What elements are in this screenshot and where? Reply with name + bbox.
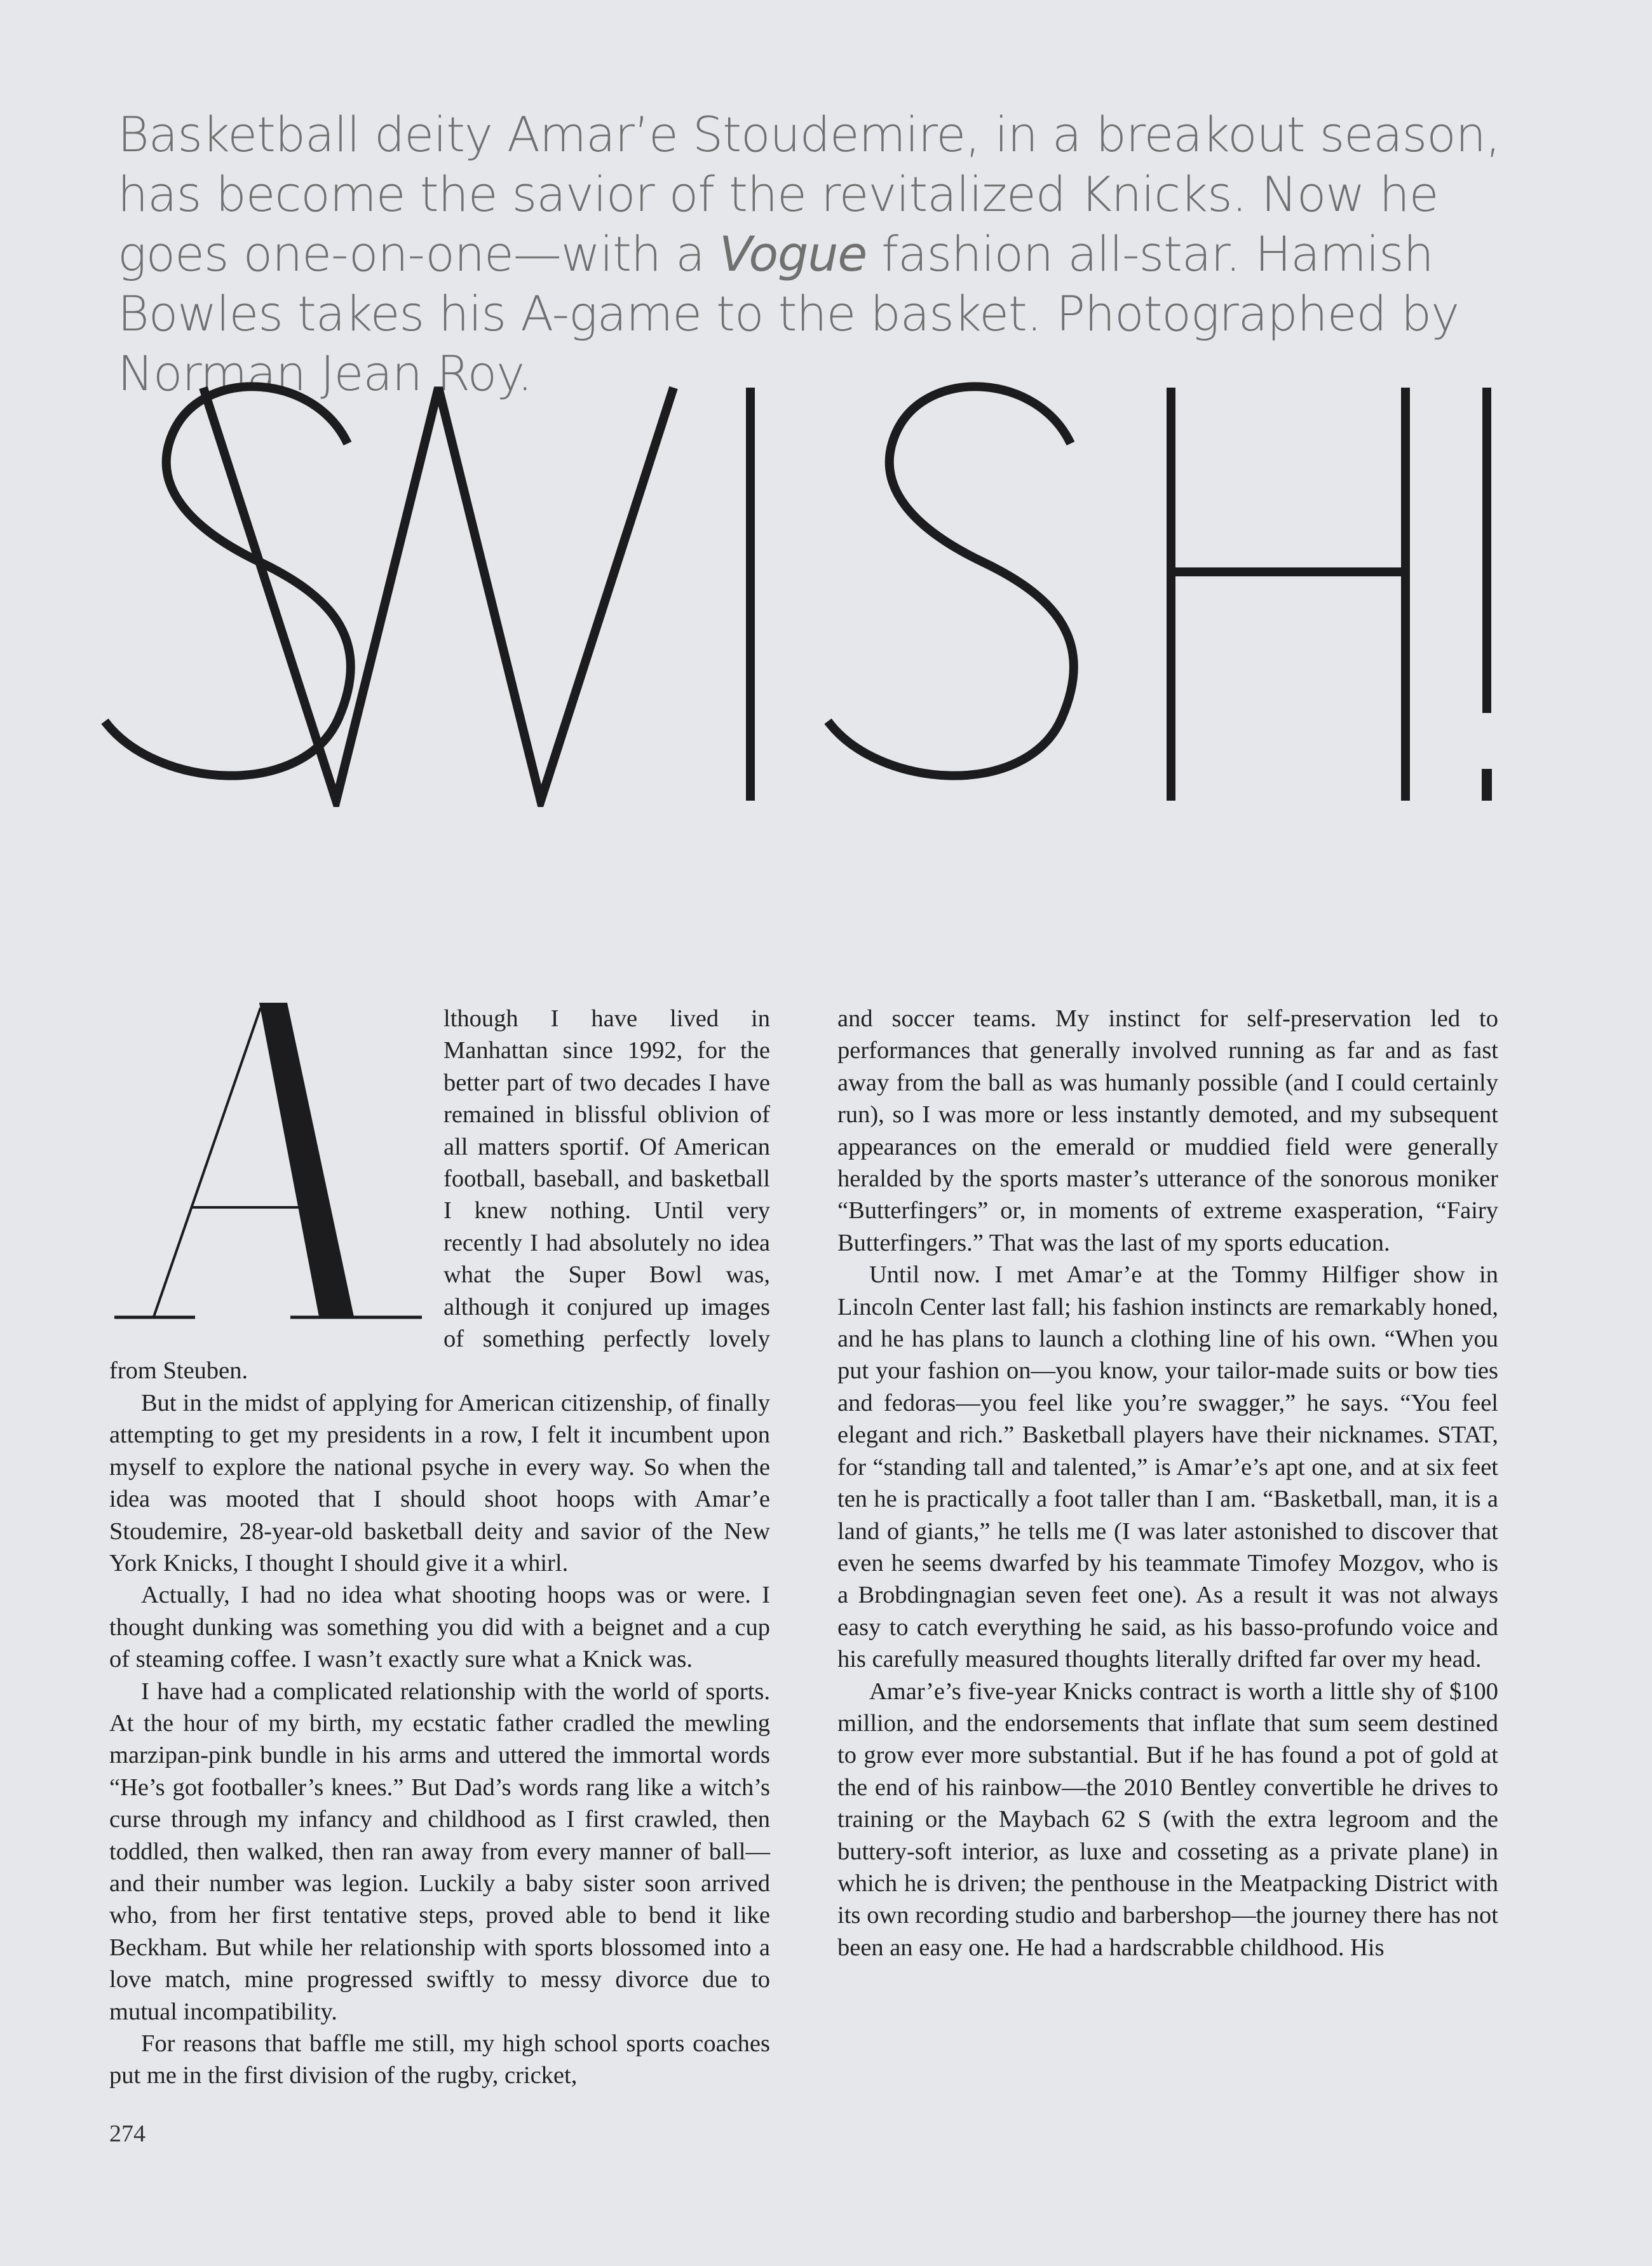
drop-cap-letter bbox=[109, 1003, 427, 1327]
headline-exclamation-dot bbox=[1482, 769, 1492, 801]
page-number: 274 bbox=[109, 2120, 146, 2147]
drop-cap bbox=[109, 1003, 427, 1327]
paragraph-4: I have had a complicated relationship with the world of sports. At the hour of my birth, my ecstatic father cradled the mewling marzipan-pink bundle in his arms and uttered the immortal words “He’s got footballer’s knees.” But Dad’s words rang like a witch’s curse through my infancy and childhood as I first crawled, then toddled, then walked, then ran away from every manner of ball—and their number was legion. Luckily a baby sister soon arrived who, from her first tentative steps, proved able to bend it like Beckham. But while her relationship with sports blossomed into a love match, mine progressed swiftly to messy divorce due to mutual incompatibility. bbox=[109, 1678, 770, 2025]
paragraph-1: lthough I have lived in Manhattan since 1992, for the better part of two decades I have remained in blissful oblivion of all matters sportif. Of American football, baseball, and basketball I knew nothing. Until very recently I had absolutely no idea what the Super Bowl was, although it conjured up images of something perfectly lovely from Steuben. bbox=[109, 1005, 770, 1385]
article-column-2 bbox=[837, 1003, 1498, 1964]
deck-text-part1: Basketball deity Amar’e Stoudemire, in a breakout season, has become the savior of the revitalized Knicks. Now he goes one-on-one—with a bbox=[118, 106, 1501, 282]
paragraph-7: Amar’e’s five-year Knicks contract is worth a little shy of $100 million, and the endorsements that inflate that sum seem destined to grow ever more substantial. But if he has found a pot of gold at the end of his rainbow—the 2010 Bentley convertible he drives to training or the Maybach 62 S (with the extra legroom and the buttery-soft interior, as luxe and cosseting as a private plane) in which he is driven; the penthouse in the Meatpacking District with its own recording studio and barbershop—the journey there has not been an easy one. He had a hardscrabble childhood. His bbox=[837, 1678, 1498, 1961]
deck-text-part2: fashion all-star. Hamish Bowles takes his A-game to the basket. Photographed by Norman Jean Roy. bbox=[118, 226, 1459, 402]
paragraph-5: For reasons that baffle me still, my high school sports coaches put me in the first division of the rugby, cricket, bbox=[109, 2030, 770, 2089]
headline-letter-w bbox=[203, 388, 674, 801]
paragraph-3: Actually, I had no idea what shooting hoops was or were. I thought dunking was something you did with a beignet and a cup of steaming coffee. I wasn’t exactly sure what a Knick was. bbox=[109, 1582, 770, 1673]
deck-magazine-name: Vogue bbox=[719, 226, 867, 282]
article-column-1 bbox=[109, 1003, 770, 2092]
article-deck bbox=[118, 105, 1554, 404]
article-headline bbox=[98, 362, 1604, 807]
headline-letter-s2 bbox=[828, 386, 1074, 775]
paragraph-6: Until now. I met Amar’e at the Tommy Hilfiger show in Lincoln Center last fall; his fashion instincts are remarkably honed, and he has plans to launch a clothing line of his own. “When you put your fashion on—you know, your tailor-made suits or bow ties and fedoras—you feel like you’re swagger,” he says. “You feel elegant and rich.” Basketball players have their nicknames. STAT, for “standing tall and talented,” is Amar’e’s apt one, and at six feet ten he is practically a foot taller than I am. “Basketball, man, it is a land of giants,” he tells me (I was later astonished to discover that even he seems dwarfed by his teammate Timofey Mozgov, who is a Brobdingnagian seven feet one). As a result it was not always easy to catch everything he said, as his basso-profundo voice and his carefully measured thoughts literally drifted far over my head. bbox=[837, 1261, 1498, 1673]
paragraph-5-continued: and soccer teams. My instinct for self-preservation led to performances that generally involved running as far and as fast away from the ball as was humanly possible (and I could certainly run), so I was more or less instantly demoted, and my subsequent appearances on the emerald or muddied field were generally heralded by the sports master’s utterance of the sonorous moniker “Butterfingers” or, in moments of extreme exasperation, “Fairy Butterfingers.” That was the last of my sports education. bbox=[837, 1005, 1498, 1256]
paragraph-2: But in the midst of applying for American citizenship, of finally attempting to get my presidents in a row, I felt it incumbent upon myself to explore the national psyche in every way. So when the idea was mooted that I should shoot hoops with Amar’e Stoudemire, 28-year-old basketball deity and savior of the New York Knicks, I thought I should give it a whirl. bbox=[109, 1389, 770, 1577]
headline-lettering bbox=[98, 362, 1604, 807]
